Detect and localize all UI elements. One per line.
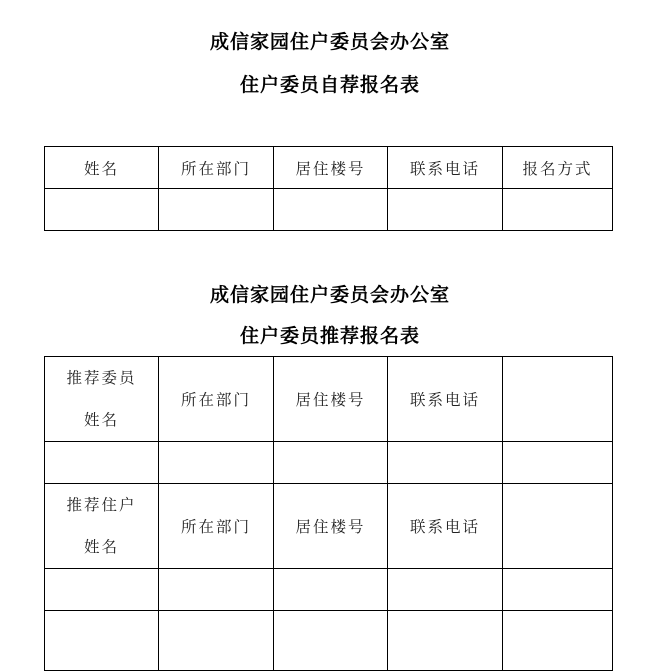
self-header-row [45,147,613,189]
resident-building-header: 居住楼号 [274,484,388,569]
header-department: 所在部门 [159,147,274,189]
recommend-form-title-name: 住户委员推荐报名表 [239,325,420,347]
committee-department-header: 所在部门 [159,357,274,442]
resident-blank-header [503,484,613,569]
committee-blank-header [503,357,613,442]
resident-entry-row-2 [45,611,613,671]
committee-phone-header: 联系电话 [388,357,503,442]
committee-department-cell[interactable] [159,442,274,484]
committee-name-header [45,357,159,442]
self-form-title-name: 住户委员自荐报名表 [239,74,420,96]
committee-name-label-line2: 姓名 [83,411,119,429]
committee-name-cell[interactable] [45,442,159,484]
self-entry-row [45,189,613,231]
resident-department-header: 所在部门 [159,484,274,569]
committee-name-label-line1: 推荐委员 [66,369,137,387]
recommend-form-title-office: 成信家园住户委员会办公室 [209,284,450,306]
entry-department-cell[interactable] [159,189,274,231]
resident-department-cell[interactable] [159,569,274,611]
resident-extra-cell-2[interactable] [503,611,613,671]
committee-building-cell[interactable] [274,442,388,484]
resident-name-header [45,484,159,569]
resident-building-cell[interactable] [274,569,388,611]
committee-extra-cell[interactable] [503,442,613,484]
resident-header-row [45,484,613,569]
committee-phone-cell[interactable] [388,442,503,484]
header-name: 姓名 [45,147,159,189]
recommend-table [44,356,613,671]
entry-signup-method-cell[interactable] [503,189,613,231]
resident-extra-cell[interactable] [503,569,613,611]
resident-phone-cell-2[interactable] [388,611,503,671]
entry-phone-cell[interactable] [388,189,503,231]
resident-entry-row [45,569,613,611]
entry-name-cell[interactable] [45,189,159,231]
committee-header-row [45,357,613,442]
header-phone: 联系电话 [388,147,503,189]
resident-name-label-line1: 推荐住户 [66,496,137,514]
resident-phone-header: 联系电话 [388,484,503,569]
header-signup-method: 报名方式 [503,147,613,189]
resident-name-cell[interactable] [45,569,159,611]
header-building: 居住楼号 [274,147,388,189]
committee-building-header: 居住楼号 [274,357,388,442]
resident-department-cell-2[interactable] [159,611,274,671]
resident-name-label-line2: 姓名 [83,538,119,556]
entry-building-cell[interactable] [274,189,388,231]
committee-entry-row [45,442,613,484]
resident-name-cell-2[interactable] [45,611,159,671]
resident-building-cell-2[interactable] [274,611,388,671]
self-recommend-table [44,146,613,231]
resident-phone-cell[interactable] [388,569,503,611]
self-form-title-office: 成信家园住户委员会办公室 [209,31,450,53]
